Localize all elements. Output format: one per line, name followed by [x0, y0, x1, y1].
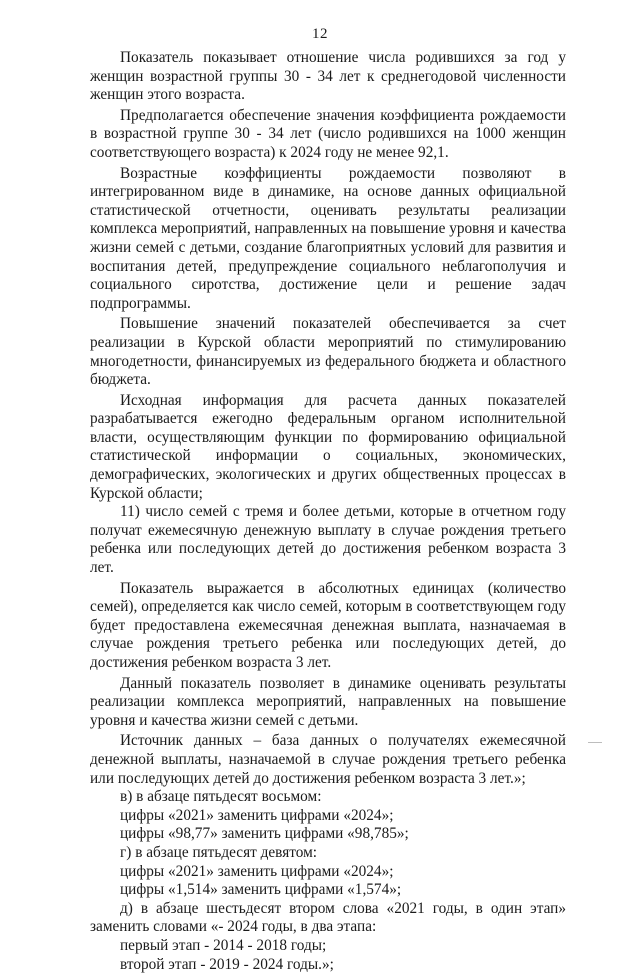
paragraph-absolute-units: Показатель выражается в абсолютных единицах (количество семей), определяется как число семей, которым в соответствующем году будет предоставлена ежемесячная денежная выплата, назначаемая в случае рождения третьего ребенка или последующих детей, до достижения ребенком возраста 3 лет.	[90, 580, 566, 673]
amendment-v: в) в абзаце пятьдесят восьмом:	[90, 788, 566, 807]
amendment-d: д) в абзаце шестьдесят втором слова «2021 годы, в один этап» заменить словами «- 2024 годы, в два этапа:	[90, 900, 566, 937]
amendment-g-line-1: цифры «2021» заменить цифрами «2024»;	[90, 863, 566, 882]
paragraph-source-info: Исходная информация для расчета данных показателей разрабатывается ежегодно федеральным органом исполнительной власти, осуществляющим функции по формированию официальной статистической информации о социальных, экономических, демографических, экологических и других общественных процессах в Курской области;	[90, 392, 566, 504]
paragraph-funding: Повышение значений показателей обеспечивается за счет реализации в Курской области мероприятий по стимулированию многодетности, финансируемых из федерального бюджета и областного бюджета.	[90, 315, 566, 389]
paragraph-birth-rate-target: Предполагается обеспечение значения коэффициента рождаемости в возрастной группе 30 - 34 лет (число родившихся на 1000 женщин соответствующего возраста) к 2024 году не менее 92,1.	[90, 107, 566, 163]
amendment-v-line-1: цифры «2021» заменить цифрами «2024»;	[90, 807, 566, 826]
scan-artifact	[588, 742, 602, 743]
paragraph-item-11: 11) число семей с тремя и более детьми, которые в отчетном году получат ежемесячную денежную выплату в случае рождения третьего ребенка или последующих детей до достижения ребенком возраста 3 лет.	[90, 503, 566, 577]
stage-one: первый этап - 2014 - 2018 годы;	[90, 937, 566, 956]
page-number: 12	[0, 26, 640, 43]
paragraph-data-source: Источник данных – база данных о получателях ежемесячной денежной выплаты, назначаемой в случае рождения третьего ребенка или последующих детей до достижения ребенком возраста 3 лет.»;	[90, 732, 566, 788]
stage-two: второй этап - 2019 - 2024 годы.»;	[90, 956, 566, 974]
amendment-g: г) в абзаце пятьдесят девятом:	[90, 844, 566, 863]
paragraph-indicator-definition: Показатель показывает отношение числа родившихся за год у женщин возрастной группы 30 - 34 лет к среднегодовой численности женщин этого возраста.	[90, 49, 566, 105]
paragraph-age-coefficients: Возрастные коэффициенты рождаемости позволяют в интегрированном виде в динамике, на основе данных официальной статистической отчетности, оценивать результаты реализации комплекса мероприятий, направленных на повышение уровня и качества жизни семей с детьми, создание благоприятных условий для развития и воспитания детей, предупреждение социального неблагополучия и социального сиротства, достижение цели и решение задач подпрограммы.	[90, 165, 566, 314]
document-body	[90, 49, 566, 974]
paragraph-dynamics: Данный показатель позволяет в динамике оценивать результаты реализации комплекса мероприятий, направленных на повышение уровня и качества жизни семей с детьми.	[90, 675, 566, 731]
amendment-g-line-2: цифры «1,514» заменить цифрами «1,574»;	[90, 881, 566, 900]
amendment-v-line-2: цифры «98,77» заменить цифрами «98,785»;	[90, 825, 566, 844]
